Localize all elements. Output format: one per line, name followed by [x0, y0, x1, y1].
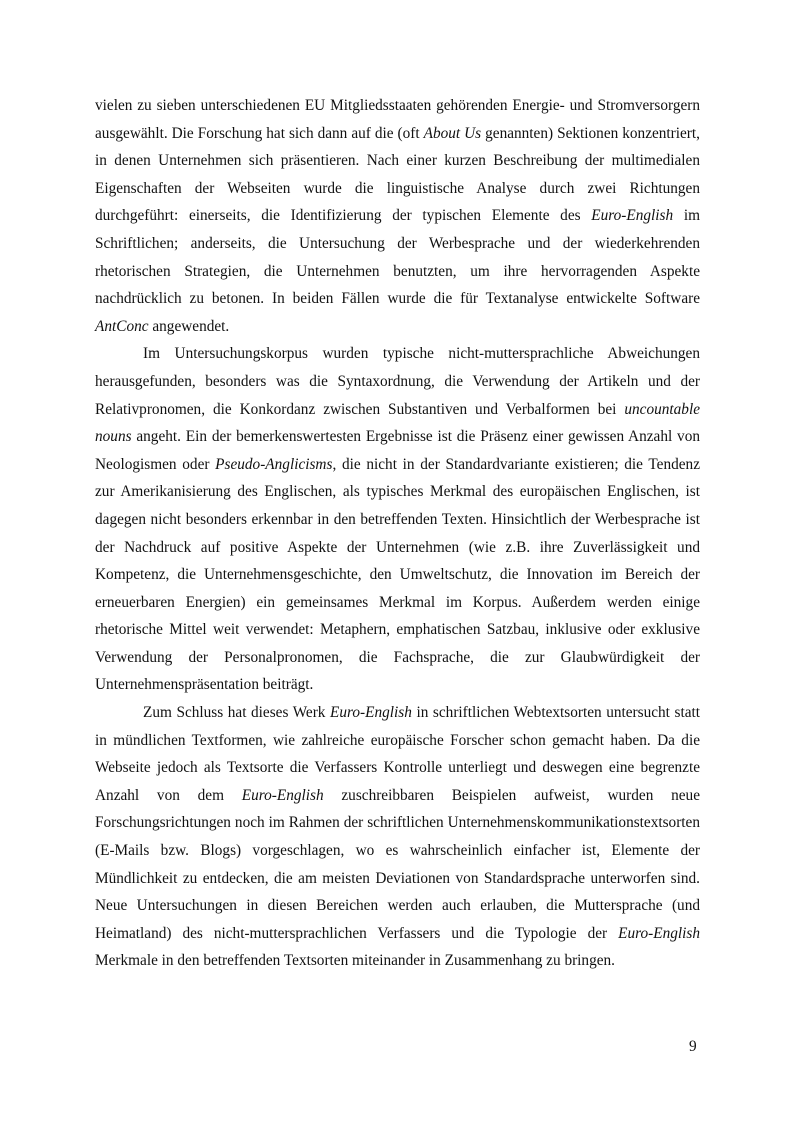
text-run: , die nicht in der Standardvariante existieren; die Tendenz zur Amerikanisierung des Englischen, als typisches Merkmal des europäischen Englischen, ist dagegen nicht besonders erkennbar in den betreffenden Texten. Hinsichtlich der Werbesprache ist der Nachdruck auf positive Aspekte der Unternehmen (wie z.B. ihre Zuverlässigkeit und Kompetenz, die Unternehmensgeschichte, den Umweltschutz, die Innovation im Bereich der erneuerbaren Energien) ein gemeinsames Merkmal im Korpus. Außerdem werden einige rhetorische Mittel weit verwendet: Metaphern, emphatischen Satzbau, inklusive oder exklusive Verwendung der Personalpronomen, die Fachsprache, die zur Glaubwürdigkeit der Unternehmenspräsentation beiträgt.: [95, 455, 700, 694]
text-run: im Schriftlichen; anderseits, die Untersuchung der Werbesprache und der wiederkehrenden rhetorischen Strategien, die Unternehmen benutzten, um ihre hervorragenden Aspekte nachdrücklich zu betonen. In beiden Fällen wurde die für Textanalyse entwickelte Software: [95, 207, 700, 308]
text-run: angeht. Ein der bemerkenswertesten Ergebnisse ist die Präsenz einer gewissen Anzahl von Neologismen oder: [95, 428, 700, 473]
text-run: in schriftlichen Webtextsorten untersucht statt in mündlichen Textformen, wie zahlreiche europäische Forscher schon gemacht haben. Da die Webseite jedoch als Textsorte die Verfassers Kontrolle unterliegt und deswegen eine begrenzte Anzahl von dem: [95, 704, 700, 804]
italic-term: AntConc: [95, 317, 149, 335]
italic-term: uncountable nouns: [95, 400, 700, 446]
text-run: zuschreibbaren Beispielen aufweist, wurden neue Forschungsrichtungen noch im Rahmen der schriftlichen Unternehmenskommunikationstextsorten (E-Mails bzw. Blogs) vorgeschlagen, wo es wahrscheinlich einfacher ist, Elemente der Mündlichkeit zu entdecken, die am meisten Deviationen von Standardsprache unterworfen sind. Neue Untersuchungen in diesen Bereichen werden auch erlauben, die Muttersprache (und Heimatland) des nicht-muttersprachlichen Verfassers und die Typologie der: [95, 786, 700, 942]
italic-term: Euro-English: [591, 207, 674, 225]
italic-term: About Us: [423, 124, 482, 142]
text-run: vielen zu sieben unterschiedenen EU Mitgliedsstaaten gehörenden Energie- und Stromversorgern ausgewählt. Die Forschung hat sich dann auf die (oft: [95, 97, 700, 142]
text-run: angewendet.: [148, 317, 230, 335]
italic-term: Euro-English: [241, 786, 324, 804]
italic-term: Euro-English: [618, 924, 700, 942]
italic-term: Euro-English: [330, 704, 412, 722]
paragraph-1: [95, 92, 700, 340]
paragraph-2: [95, 340, 700, 699]
text-run: Merkmale in den betreffenden Textsorten miteinander in Zusammenhang zu bringen.: [95, 952, 615, 970]
page-number: 9: [689, 1038, 697, 1055]
text-run: Im Untersuchungskorpus wurden typische nicht-muttersprachliche Abweichungen herausgefunden, besonders was die Syntaxordnung, die Verwendung der Artikeln und der Relativpronomen, die Konkordanz zwischen Substantiven und Verbalformen bei: [95, 345, 700, 418]
text-run: Zum Schluss hat dieses Werk: [143, 704, 331, 722]
page-body: [95, 92, 700, 975]
italic-term: Pseudo-Anglicisms: [215, 455, 333, 473]
paragraph-3: [95, 699, 700, 975]
text-run: genannten) Sektionen konzentriert, in denen Unternehmen sich präsentieren. Nach einer kurzen Beschreibung der multimedialen Eigenschaften der Webseiten wurde die linguistische Analyse durch zwei Richtungen durchgeführt: einerseits, die Identifizierung der typischen Elemente des: [95, 124, 700, 225]
